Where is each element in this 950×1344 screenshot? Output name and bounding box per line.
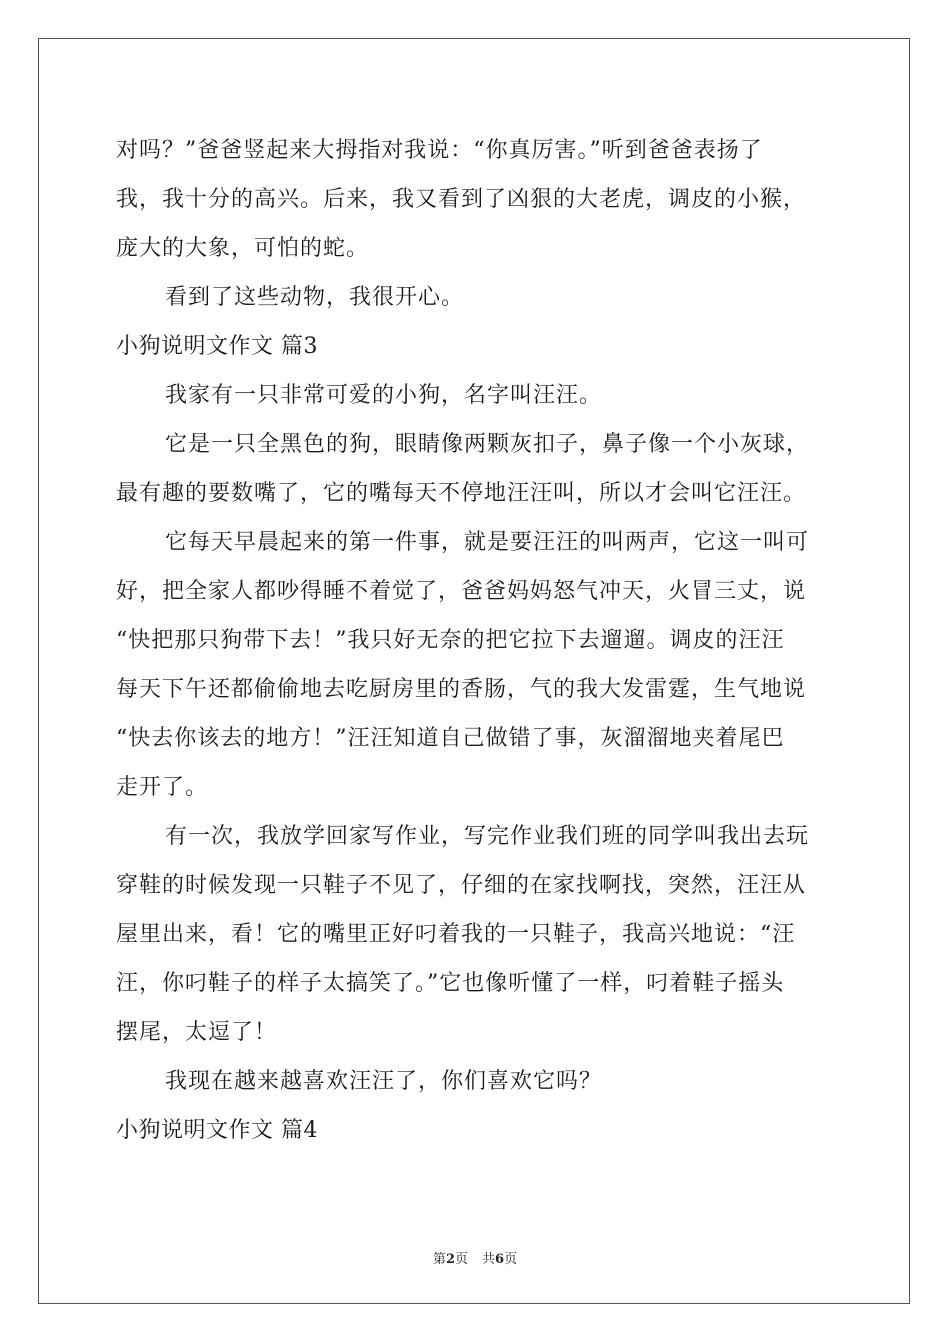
page-footer [0,1248,950,1267]
paragraph-line: 我家有一只非常可爱的小狗，名字叫汪汪。 [165,383,603,408]
total-prefix: 共 [482,1252,496,1267]
page-suffix: 页 [454,1252,468,1267]
text-line: 庞大的大象，可怕的蛇。 [116,236,370,261]
section-heading: 小狗说明文作文 篇4 [116,1118,318,1143]
paragraph-line: 看到了这些动物，我很开心。 [165,285,465,310]
section-heading: 小狗说明文作文 篇3 [116,334,318,359]
paragraph-line: 有一次，我放学回家写作业，写完作业我们班的同学叫我出去玩 [165,824,810,849]
text-line: “快把那只狗带下去！”我只好无奈的把它拉下去遛遛。调皮的汪汪 [116,628,785,653]
text-line: 汪，你叼鞋子的样子太搞笑了。”它也像听懂了一样，叼着鞋子摇头 [116,971,785,996]
paragraph-line: 我现在越来越喜欢汪汪了，你们喜欢它吗？ [165,1069,603,1094]
text-line: 屋里出来，看！它的嘴里正好叼着我的一只鞋子，我高兴地说：“汪 [116,922,796,947]
text-line: “快去你该去的地方！”汪汪知道自己做错了事，灰溜溜地夹着尾巴 [116,726,785,751]
document-body [116,126,832,1155]
text-line: 穿鞋的时候发现一只鞋子不见了，仔细的在家找啊找，突然，汪汪从 [116,873,807,898]
text-line: 我，我十分的高兴。后来，我又看到了凶狠的大老虎，调皮的小猴， [116,187,807,212]
page-current: 2 [445,1252,455,1267]
text-line: 好，把全家人都吵得睡不着觉了，爸爸妈妈怒气冲天，火冒三丈，说 [116,579,807,604]
paragraph-line: 它是一只全黑色的狗，眼睛像两颗灰扣子，鼻子像一个小灰球， [165,432,810,457]
paragraph-line: 它每天早晨起来的第一件事，就是要汪汪的叫两声，它这一叫可 [165,530,810,555]
text-line: 摆尾，太逗了！ [116,1020,278,1045]
text-line: 每天下午还都偷偷地去吃厨房里的香肠，气的我大发雷霆，生气地说 [116,677,807,702]
total-suffix: 页 [504,1252,518,1267]
page-total: 6 [495,1252,505,1267]
text-line: 走开了。 [116,775,209,800]
page-prefix: 第 [432,1252,446,1267]
text-line: 最有趣的要数嘴了，它的嘴每天不停地汪汪叫，所以才会叫它汪汪。 [116,481,807,506]
text-line: 对吗？”爸爸竖起来大拇指对我说：“你真厉害。”听到爸爸表扬了 [116,138,763,163]
